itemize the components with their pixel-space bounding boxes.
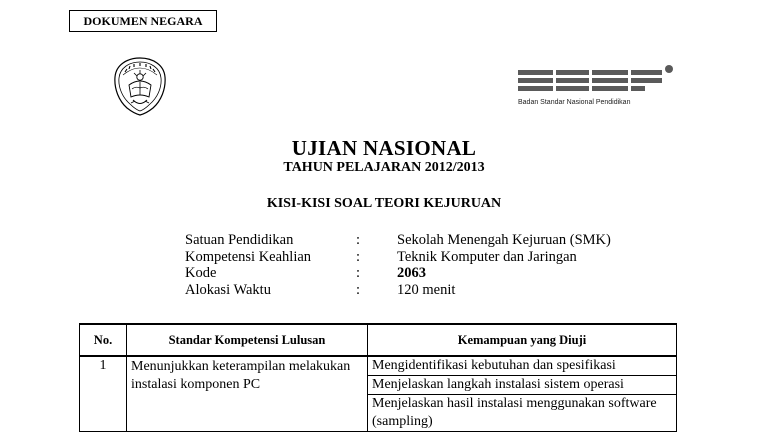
kisi-kisi-table xyxy=(79,323,677,432)
row-number: 1 xyxy=(80,356,127,432)
info-separator: : xyxy=(356,248,361,265)
row-skl: Menunjukkan keterampilan melakukan instalasi komponen PC xyxy=(127,356,368,432)
info-separator: : xyxy=(356,265,361,281)
row-kemampuan-item: Menjelaskan langkah instalasi sistem operasi xyxy=(368,376,677,395)
main-title: UJIAN NASIONAL xyxy=(291,136,477,160)
bsnp-subtitle: Badan Standar Nasional Pendidikan xyxy=(518,99,631,106)
info-label: Satuan Pendidikan xyxy=(185,232,294,248)
document-classification-badge: DOKUMEN NEGARA xyxy=(69,10,217,32)
info-label: Alokasi Waktu xyxy=(185,281,271,298)
row-kemampuan-item: Menjelaskan hasil instalasi menggunakan software (sampling) xyxy=(368,395,677,432)
info-separator: : xyxy=(356,281,361,298)
document-subject: KISI-KISI SOAL TEORI KEJURUAN xyxy=(266,196,502,211)
info-value: 120 menit xyxy=(397,281,456,298)
table-row xyxy=(80,356,677,376)
info-value: Sekolah Menengah Kejuruan (SMK) xyxy=(397,232,611,248)
info-label: Kode xyxy=(185,265,217,281)
header-kemampuan: Kemampuan yang Diuji xyxy=(368,324,677,356)
header-no: No. xyxy=(80,324,127,356)
info-value: Teknik Komputer dan Jaringan xyxy=(397,248,577,265)
tut-wuri-handayani-emblem xyxy=(111,55,169,117)
header-skl: Standar Kompetensi Lulusan xyxy=(127,324,368,356)
info-label: Kompetensi Keahlian xyxy=(185,248,312,265)
academic-year: TAHUN PELAJARAN 2012/2013 xyxy=(283,160,485,175)
info-separator: : xyxy=(356,232,361,248)
info-value: 2063 xyxy=(397,265,426,281)
table-header-row xyxy=(80,324,677,356)
row-kemampuan-item: Mengidentifikasi kebutuhan dan spesifikasi xyxy=(368,356,677,376)
